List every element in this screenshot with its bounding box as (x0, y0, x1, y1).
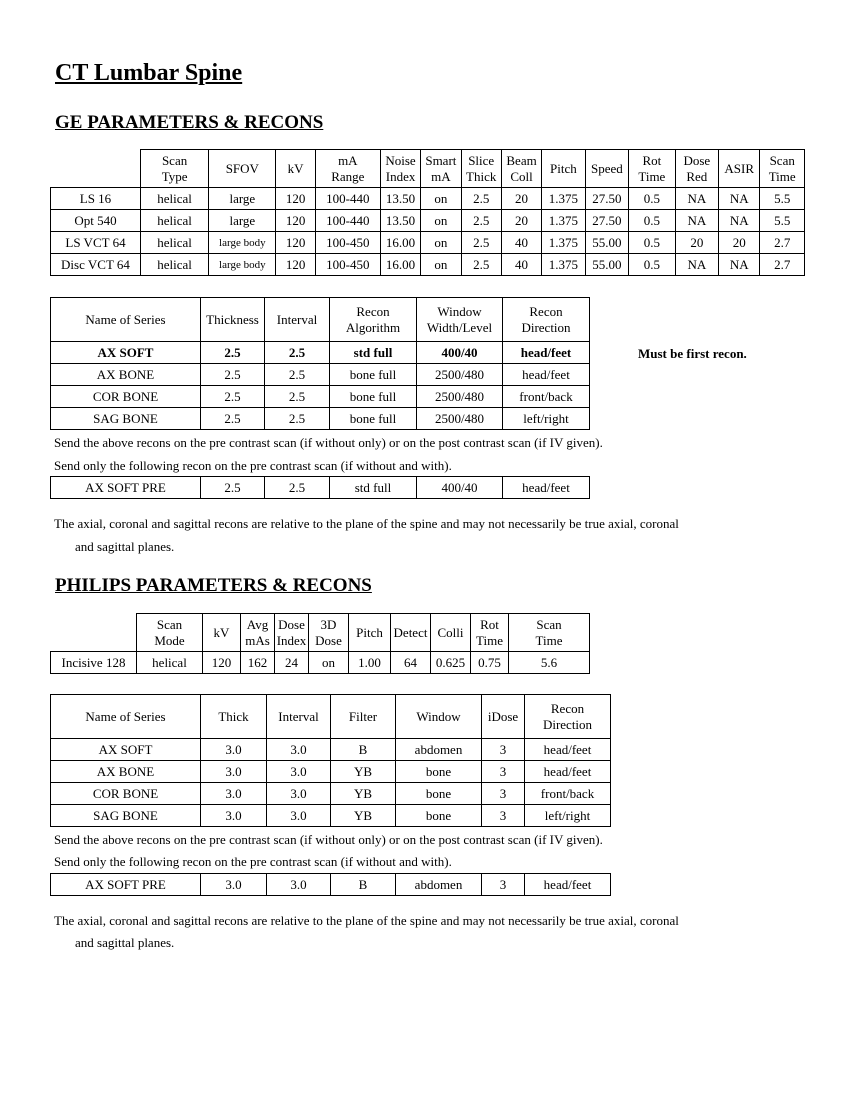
table-cell: 100-440 (315, 188, 380, 210)
column-header (525, 695, 611, 739)
table-cell: 2.5 (201, 364, 265, 386)
table-row (51, 210, 805, 232)
cell-text: Colli (437, 624, 464, 640)
table-cell: large (209, 188, 276, 210)
philips-pre-contrast-table (50, 873, 611, 896)
column-header (417, 298, 503, 342)
table-cell: 1.375 (542, 254, 585, 276)
table-cell: 3.0 (267, 783, 331, 805)
table-cell: on (421, 188, 461, 210)
column-header (51, 298, 201, 342)
cell-text: Scan (156, 616, 183, 632)
table-cell: 120 (276, 188, 315, 210)
table-cell: AX SOFT (51, 342, 201, 364)
table-cell: 3.0 (267, 874, 331, 896)
cell-text: 3D (320, 616, 337, 632)
cell-text: Smart (425, 152, 457, 168)
cell-text: kV (213, 624, 230, 640)
column-header (267, 695, 331, 739)
table-cell: 3.0 (201, 805, 267, 827)
table-row (51, 188, 805, 210)
table-row (51, 761, 611, 783)
table-cell: AX SOFT PRE (51, 477, 201, 499)
table-cell: 2500/480 (417, 364, 503, 386)
table-cell: front/back (503, 386, 590, 408)
table-cell: NA (675, 254, 718, 276)
table-cell: 2.5 (461, 254, 501, 276)
column-header (396, 695, 482, 739)
table-cell: helical (140, 188, 208, 210)
column-header (461, 150, 501, 188)
table-cell: on (421, 210, 461, 232)
table-cell: std full (330, 342, 417, 364)
table-cell: helical (140, 210, 208, 232)
column-header (501, 150, 541, 188)
table-cell: 55.00 (585, 232, 628, 254)
cell-text: Dose (315, 632, 342, 648)
cell-text: mA (338, 152, 358, 168)
table-cell: 3 (482, 761, 525, 783)
table-cell: 2.5 (201, 408, 265, 430)
table-cell: 3.0 (267, 805, 331, 827)
cell-text: Time (638, 168, 666, 184)
table-cell: large body (209, 232, 276, 254)
cell-text: Pitch (550, 160, 577, 176)
table-cell: 120 (276, 232, 315, 254)
cell-text: Thickness (206, 311, 259, 327)
cell-text: Time (476, 632, 503, 648)
cell-text: kV (287, 160, 304, 176)
table-cell: 0.5 (629, 254, 676, 276)
table-cell: helical (140, 232, 208, 254)
header-row (51, 150, 805, 188)
table-cell: 55.00 (585, 254, 628, 276)
table-cell: 100-450 (315, 232, 380, 254)
table-cell: 3.0 (267, 739, 331, 761)
cell-text: Type (161, 168, 188, 184)
table-cell: 13.50 (380, 210, 420, 232)
table-cell: head/feet (525, 739, 611, 761)
column-header (482, 695, 525, 739)
cell-text: Direction (521, 319, 571, 335)
column-header (203, 614, 241, 652)
cell-text: Scan (161, 152, 188, 168)
table-cell: 0.5 (629, 232, 676, 254)
column-header (276, 150, 315, 188)
column-header (503, 298, 590, 342)
cell-text: Avg (246, 616, 269, 632)
cell-text: Recon (550, 700, 585, 716)
table-cell: NA (719, 188, 760, 210)
table-row (51, 364, 590, 386)
table-row (51, 232, 805, 254)
table-cell: B (331, 874, 396, 896)
cell-text: Interval (278, 708, 319, 724)
table-cell: 2.5 (265, 364, 330, 386)
table-cell: 2.5 (265, 386, 330, 408)
table-cell: 20 (501, 188, 541, 210)
cell-text: Noise (385, 152, 416, 168)
table-cell: 20 (675, 232, 718, 254)
table-cell: 27.50 (585, 188, 628, 210)
ge-pre-contrast-table (50, 476, 590, 499)
philips-section-heading: PHILIPS PARAMETERS & RECONS (55, 575, 372, 596)
table-cell: 100-440 (315, 210, 380, 232)
column-header (719, 150, 760, 188)
table-cell: 3.0 (201, 739, 267, 761)
scanner-name: LS VCT 64 (51, 232, 141, 254)
cell-text: Recon (356, 303, 390, 319)
table-cell: 16.00 (380, 232, 420, 254)
table-cell: 3.0 (201, 761, 267, 783)
table-cell: 2500/480 (417, 386, 503, 408)
ge-relative-note: The axial, coronal and sagittal recons are relative to the plane of the spine and may not necessarily be true axial, coronal (54, 516, 679, 531)
cell-text: SFOV (225, 160, 259, 176)
cell-text: Range (331, 168, 365, 184)
column-header (309, 614, 349, 652)
cell-text: Index (385, 168, 416, 184)
column-header (675, 150, 718, 188)
table-cell: COR BONE (51, 386, 201, 408)
table-cell: 3 (482, 739, 525, 761)
philips-recon-table (50, 694, 611, 827)
cell-text: Width/Level (426, 319, 493, 335)
ge-parameters-table (50, 149, 805, 276)
cell-text: Red (686, 168, 708, 184)
table-cell: 5.5 (760, 188, 805, 210)
table-cell: AX BONE (51, 364, 201, 386)
table-cell: NA (719, 254, 760, 276)
table-cell: YB (331, 805, 396, 827)
cell-text: iDose (487, 708, 519, 724)
table-cell: COR BONE (51, 783, 201, 805)
column-header (331, 695, 396, 739)
cell-text: Detect (393, 624, 428, 640)
philips-parameters-table (50, 613, 590, 674)
table-row (51, 408, 590, 430)
cell-text: mA (431, 168, 451, 184)
table-cell: 40 (501, 232, 541, 254)
scanner-name: Disc VCT 64 (51, 254, 141, 276)
page-title: CT Lumbar Spine (55, 60, 243, 86)
table-cell: 2.7 (760, 232, 805, 254)
table-cell: 2.5 (201, 342, 265, 364)
table-cell: 3.0 (267, 761, 331, 783)
table-cell: bone (396, 783, 482, 805)
cell-text: Thick (218, 708, 249, 724)
table-cell: 24 (275, 652, 309, 674)
column-header (421, 150, 461, 188)
philips-relative-note-continued: and sagittal planes. (75, 935, 175, 950)
cell-text: Filter (348, 708, 378, 724)
table-cell: 2.5 (265, 477, 330, 499)
table-cell: AX SOFT PRE (51, 874, 201, 896)
cell-text: ASIR (724, 160, 755, 176)
empty-cell (51, 614, 137, 652)
table-cell: large (209, 210, 276, 232)
table-cell: NA (719, 210, 760, 232)
cell-text: Index (276, 632, 307, 648)
cell-text: Slice (468, 152, 495, 168)
table-cell: NA (675, 210, 718, 232)
table-cell: large body (209, 254, 276, 276)
table-cell: 5.6 (509, 652, 590, 674)
table-cell: abdomen (396, 739, 482, 761)
table-cell: 13.50 (380, 188, 420, 210)
table-cell: 162 (241, 652, 275, 674)
cell-text: Thick (466, 168, 497, 184)
table-cell: 3.0 (201, 783, 267, 805)
table-cell: 2.5 (461, 232, 501, 254)
table-cell: 40 (501, 254, 541, 276)
cell-text: Direction (542, 716, 593, 732)
table-cell: 0.5 (629, 210, 676, 232)
philips-send-only-text: Send only the following recon on the pre contrast scan (if without and with). (54, 854, 452, 869)
table-row (51, 874, 611, 896)
table-cell: 2.5 (201, 386, 265, 408)
header-row (51, 298, 590, 342)
table-row (51, 805, 611, 827)
ge-section-heading: GE PARAMETERS & RECONS (55, 112, 324, 133)
column-header (471, 614, 509, 652)
table-cell: head/feet (503, 342, 590, 364)
column-header (140, 150, 208, 188)
cell-text: Speed (590, 160, 623, 176)
cell-text: Recon (529, 303, 563, 319)
table-cell: 3 (482, 783, 525, 805)
table-cell: on (421, 254, 461, 276)
table-cell: 0.625 (431, 652, 471, 674)
table-cell: 64 (391, 652, 431, 674)
header-row (51, 695, 611, 739)
table-row (51, 739, 611, 761)
cell-text: Time (535, 632, 563, 648)
table-cell: head/feet (503, 477, 590, 499)
cell-text: Dose (278, 616, 305, 632)
table-cell: 400/40 (417, 342, 503, 364)
cell-text: mAs (245, 632, 270, 648)
table-cell: SAG BONE (51, 408, 201, 430)
cell-text: Scan (536, 616, 562, 632)
table-cell: 1.00 (349, 652, 391, 674)
table-cell: 1.375 (542, 188, 585, 210)
philips-relative-note: The axial, coronal and sagittal recons are relative to the plane of the spine and may not necessarily be true axial, coronal (54, 913, 679, 928)
table-cell: bone full (330, 408, 417, 430)
cell-text: Name of Series (85, 311, 166, 327)
header-row (51, 614, 590, 652)
table-cell: std full (330, 477, 417, 499)
table-cell: on (309, 652, 349, 674)
column-header (201, 298, 265, 342)
table-cell: 120 (276, 254, 315, 276)
table-cell: 2.5 (461, 188, 501, 210)
cell-text: Scan (769, 152, 795, 168)
table-cell: SAG BONE (51, 805, 201, 827)
table-cell: left/right (525, 805, 611, 827)
cell-text: Beam (506, 152, 537, 168)
table-cell: 1.375 (542, 232, 585, 254)
cell-text: Coll (510, 168, 533, 184)
column-header (315, 150, 380, 188)
column-header (137, 614, 203, 652)
table-cell: 1.375 (542, 210, 585, 232)
column-header (51, 695, 201, 739)
table-cell: 400/40 (417, 477, 503, 499)
table-cell: head/feet (503, 364, 590, 386)
empty-cell (51, 150, 141, 188)
column-header (391, 614, 431, 652)
table-cell: 3 (482, 805, 525, 827)
table-row (51, 342, 590, 364)
table-cell: left/right (503, 408, 590, 430)
scanner-name: Opt 540 (51, 210, 141, 232)
column-header (760, 150, 805, 188)
philips-send-above-text: Send the above recons on the pre contrast scan (if without only) or on the post contrast scan (if IV given). (54, 832, 603, 847)
table-cell: 2.5 (461, 210, 501, 232)
cell-text: Algorithm (345, 319, 401, 335)
first-recon-note: Must be first recon. (638, 346, 747, 361)
table-cell: 3.0 (201, 874, 267, 896)
table-cell: 20 (719, 232, 760, 254)
table-cell: 2.5 (265, 342, 330, 364)
cell-text: Window (437, 303, 482, 319)
column-header (585, 150, 628, 188)
table-cell: 0.5 (629, 188, 676, 210)
table-cell: 100-450 (315, 254, 380, 276)
table-cell: bone full (330, 386, 417, 408)
table-row (51, 652, 590, 674)
cell-text: Time (768, 168, 796, 184)
table-cell: helical (137, 652, 203, 674)
table-cell: 16.00 (380, 254, 420, 276)
column-header (330, 298, 417, 342)
cell-text: Window (416, 708, 461, 724)
cell-text: Interval (276, 311, 318, 327)
table-cell: head/feet (525, 874, 611, 896)
table-cell: 120 (203, 652, 241, 674)
table-cell: 3 (482, 874, 525, 896)
table-cell: AX BONE (51, 761, 201, 783)
table-cell: AX SOFT (51, 739, 201, 761)
table-row (51, 477, 590, 499)
cell-text: Rot (480, 616, 499, 632)
column-header (629, 150, 676, 188)
table-cell: abdomen (396, 874, 482, 896)
table-row (51, 783, 611, 805)
scanner-name: LS 16 (51, 188, 141, 210)
table-cell: helical (140, 254, 208, 276)
table-row (51, 386, 590, 408)
cell-text: Mode (154, 632, 185, 648)
column-header (265, 298, 330, 342)
cell-text: Name of Series (85, 708, 166, 724)
cell-text: Pitch (356, 624, 383, 640)
table-cell: 2.5 (201, 477, 265, 499)
table-cell: head/feet (525, 761, 611, 783)
ge-recon-table (50, 297, 590, 430)
table-cell: 27.50 (585, 210, 628, 232)
cell-text: Rot (642, 152, 662, 168)
table-cell: NA (675, 188, 718, 210)
column-header (380, 150, 420, 188)
table-cell: 2500/480 (417, 408, 503, 430)
column-header (542, 150, 585, 188)
ge-send-above-text: Send the above recons on the pre contrast scan (if without only) or on the post contrast scan (if IV given). (54, 435, 603, 450)
scanner-name: Incisive 128 (51, 652, 137, 674)
table-cell: B (331, 739, 396, 761)
table-cell: front/back (525, 783, 611, 805)
column-header (209, 150, 276, 188)
cell-text: Dose (683, 152, 711, 168)
column-header (201, 695, 267, 739)
column-header (509, 614, 590, 652)
table-row (51, 254, 805, 276)
table-cell: 0.75 (471, 652, 509, 674)
table-cell: bone full (330, 364, 417, 386)
column-header (275, 614, 309, 652)
table-cell: 5.5 (760, 210, 805, 232)
table-cell: bone (396, 805, 482, 827)
column-header (349, 614, 391, 652)
ge-relative-note-continued: and sagittal planes. (75, 539, 175, 554)
table-cell: on (421, 232, 461, 254)
table-cell: YB (331, 761, 396, 783)
column-header (431, 614, 471, 652)
table-cell: bone (396, 761, 482, 783)
table-cell: 120 (276, 210, 315, 232)
column-header (241, 614, 275, 652)
table-cell: YB (331, 783, 396, 805)
ge-send-only-text: Send only the following recon on the pre contrast scan (if without and with). (54, 458, 452, 473)
table-cell: 2.5 (265, 408, 330, 430)
table-cell: 2.7 (760, 254, 805, 276)
table-cell: 20 (501, 210, 541, 232)
